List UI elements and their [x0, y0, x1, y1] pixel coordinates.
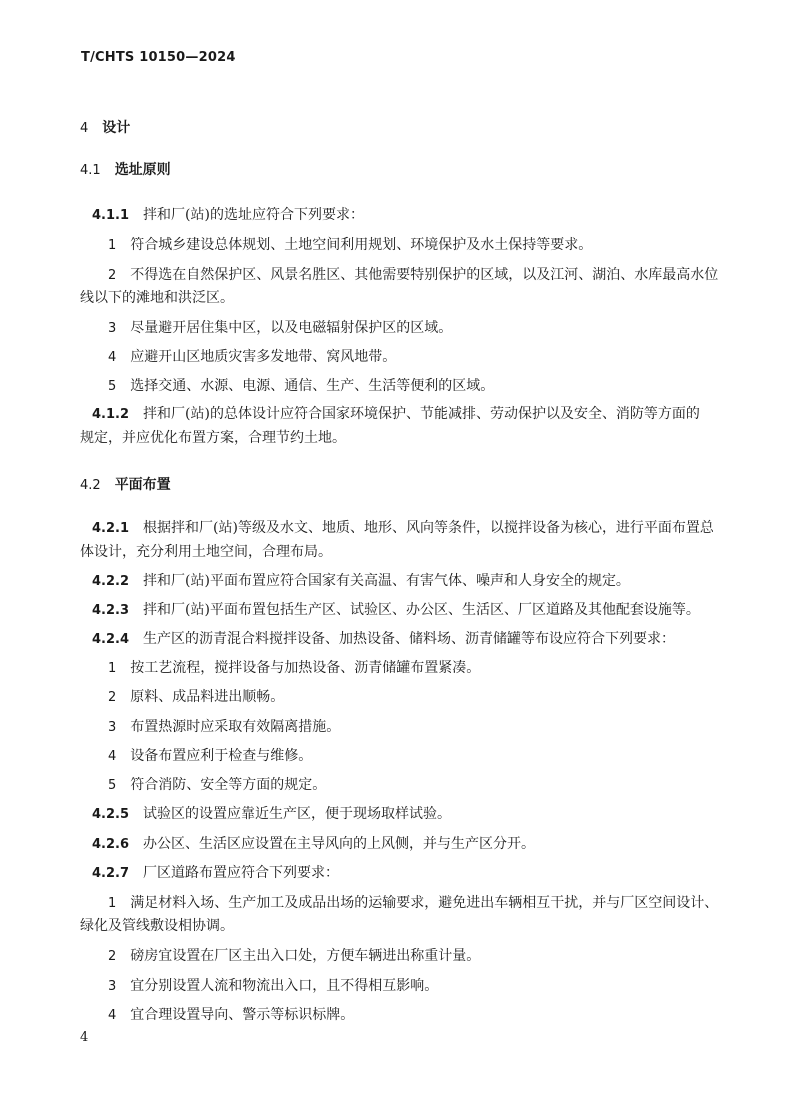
list-item	[108, 658, 480, 679]
clause-text: 拌和厂(站)平面布置包括生产区、试验区、办公区、生活区、厂区道路及其他配套设施等。	[143, 602, 700, 618]
clause-4-2-7	[92, 863, 339, 884]
clause-text: 试验区的设置应靠近生产区，便于现场取样试验。	[143, 806, 452, 822]
clause-number: 4.2.6	[92, 837, 130, 852]
clause-4-2-1	[92, 518, 714, 539]
clause-number: 4.2.4	[92, 632, 130, 647]
clause-number: 4.2.7	[92, 866, 130, 881]
list-item	[108, 347, 396, 368]
item-number: 1	[108, 661, 117, 676]
item-number: 5	[108, 379, 117, 394]
item-text: 原料、成品料进出顺畅。	[130, 689, 285, 705]
item-number: 2	[108, 268, 117, 283]
list-item	[108, 1005, 354, 1026]
clause-4-1-2	[92, 404, 700, 425]
clause-text: 办公区、生活区应设置在主导风向的上风侧，并与生产区分开。	[143, 836, 536, 852]
list-item	[108, 746, 312, 767]
list-item	[108, 265, 718, 286]
item-number: 4	[108, 749, 117, 764]
clause-text: 生产区的沥青混合料搅拌设备、加热设备、储料场、沥青储罐等布设应符合下列要求：	[143, 631, 676, 647]
clause-number: 4.1.1	[92, 208, 130, 223]
item-text: 布置热源时应采取有效隔离措施。	[130, 719, 341, 735]
item-text: 磅房宜设置在厂区主出入口处，方便车辆进出称重计量。	[130, 948, 481, 964]
section-number: 4	[80, 121, 89, 136]
item-text: 宜分别设置人流和物流出入口，且不得相互影响。	[130, 978, 439, 994]
clause-4-2-2	[92, 571, 630, 592]
list-item	[108, 893, 718, 914]
clause-continuation: 规定，并应优化布置方案，合理节约土地。	[80, 430, 346, 446]
section-number: 4.1	[80, 163, 101, 178]
item-text: 满足材料入场、生产加工及成品出场的运输要求，避免进出车辆相互干扰，并与厂区空间设计、	[130, 895, 719, 911]
list-item	[108, 946, 480, 967]
section-number: 4.2	[80, 478, 101, 493]
list-item	[108, 976, 438, 997]
item-number: 4	[108, 1008, 117, 1023]
clause-4-2-3	[92, 600, 700, 621]
list-item	[108, 775, 326, 796]
list-item	[108, 318, 452, 339]
clause-number: 4.1.2	[92, 407, 130, 422]
clause-continuation: 体设计，充分利用土地空间，合理布局。	[80, 544, 332, 560]
item-number: 3	[108, 979, 117, 994]
list-item	[108, 376, 494, 397]
list-item	[108, 235, 592, 256]
list-item-continuation: 线以下的滩地和洪泛区。	[80, 290, 234, 306]
clause-number: 4.2.2	[92, 574, 130, 589]
item-number: 2	[108, 690, 117, 705]
clause-number: 4.2.1	[92, 521, 130, 536]
item-number: 5	[108, 778, 117, 793]
item-number: 4	[108, 350, 117, 365]
document-code-header: T/CHTS 10150—2024	[81, 50, 236, 65]
section-4-2-heading	[80, 475, 171, 496]
list-item	[108, 717, 340, 738]
item-number: 1	[108, 896, 117, 911]
clause-4-2-6	[92, 834, 535, 855]
page-number: 4	[80, 1030, 89, 1045]
clause-text: 拌和厂(站)的总体设计应符合国家环境保护、节能减排、劳动保护以及安全、消防等方面的	[143, 406, 700, 422]
clause-text: 拌和厂(站)的选址应符合下列要求：	[143, 207, 364, 223]
clause-number: 4.2.5	[92, 807, 130, 822]
section-4-heading	[80, 118, 130, 139]
list-item-continuation: 绿化及管线敷设相协调。	[80, 918, 234, 934]
clause-4-2-5	[92, 804, 451, 825]
item-number: 1	[108, 238, 117, 253]
item-number: 2	[108, 949, 117, 964]
list-item	[108, 687, 284, 708]
section-title: 选址原则	[114, 162, 171, 178]
item-text: 按工艺流程，搅拌设备与加热设备、沥青储罐布置紧凑。	[130, 660, 481, 676]
section-4-1-heading	[80, 160, 171, 181]
clause-text: 拌和厂(站)平面布置应符合国家有关高温、有害气体、噪声和人身安全的规定。	[143, 573, 630, 589]
item-text: 设备布置应利于检查与维修。	[130, 748, 313, 764]
item-number: 3	[108, 321, 117, 336]
item-text: 不得选在自然保护区、风景名胜区、其他需要特别保护的区域，以及江河、湖泊、水库最高水位	[130, 267, 719, 283]
clause-4-2-4	[92, 629, 675, 650]
item-text: 符合城乡建设总体规划、土地空间利用规划、环境保护及水土保持等要求。	[130, 237, 593, 253]
item-text: 应避开山区地质灾害多发地带、窝风地带。	[130, 349, 397, 365]
item-text: 尽量避开居住集中区，以及电磁辐射保护区的区域。	[130, 320, 453, 336]
item-number: 3	[108, 720, 117, 735]
item-text: 符合消防、安全等方面的规定。	[130, 777, 327, 793]
section-title: 设计	[102, 120, 131, 136]
clause-text: 根据拌和厂(站)等级及水文、地质、地形、风向等条件，以搅拌设备为核心，进行平面布置总	[143, 520, 714, 536]
item-text: 宜合理设置导向、警示等标识标牌。	[130, 1007, 355, 1023]
clause-text: 厂区道路布置应符合下列要求：	[143, 865, 340, 881]
clause-4-1-1	[92, 205, 364, 226]
section-title: 平面布置	[114, 477, 171, 493]
item-text: 选择交通、水源、电源、通信、生产、生活等便利的区域。	[130, 378, 495, 394]
clause-number: 4.2.3	[92, 603, 130, 618]
